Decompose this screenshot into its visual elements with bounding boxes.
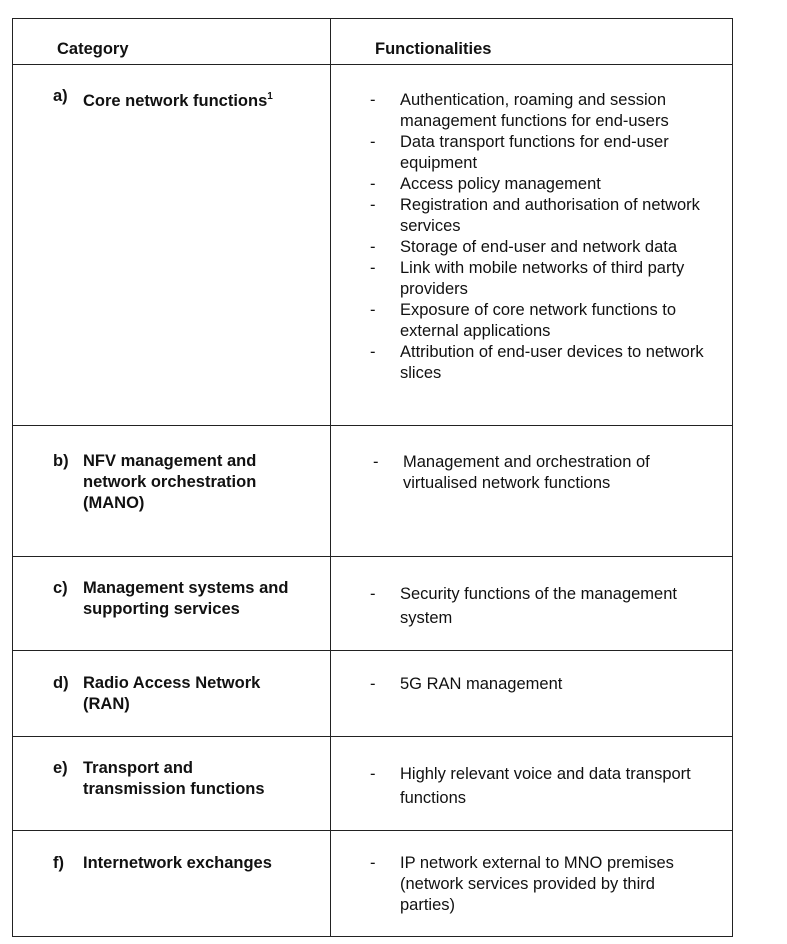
table-border-left bbox=[12, 18, 13, 937]
functionalities-list bbox=[370, 90, 710, 384]
category-name: Transport and transmission functions bbox=[83, 759, 265, 798]
row-divider bbox=[12, 650, 733, 651]
category-label: f) bbox=[53, 854, 64, 872]
list-item: - Link with mobile networks of third party providers bbox=[370, 259, 685, 298]
list-item: - Highly relevant voice and data transport functions bbox=[370, 765, 691, 807]
table-border-right bbox=[732, 18, 733, 937]
column-divider bbox=[330, 18, 331, 937]
list-item: - 5G RAN management bbox=[370, 675, 563, 693]
functionalities-list bbox=[370, 674, 710, 695]
category-name: Core network functions$^1$ bbox=[83, 91, 273, 110]
category-label: b) bbox=[53, 452, 69, 470]
category-label: c) bbox=[53, 579, 68, 597]
category-label: a) bbox=[53, 87, 68, 105]
functionalities-list bbox=[370, 853, 700, 916]
row-divider bbox=[12, 736, 733, 737]
header-functionalities: Functionalities bbox=[375, 40, 492, 58]
list-item: - IP network external to MNO premises (network services provided by third parties) bbox=[370, 854, 674, 914]
row-divider bbox=[12, 556, 733, 557]
functions-table bbox=[12, 18, 733, 937]
row-divider bbox=[12, 830, 733, 831]
list-item: - Storage of end-user and network data bbox=[370, 238, 678, 256]
footnote-marker: 1 bbox=[267, 91, 273, 102]
list-item: - Registration and authorisation of network services bbox=[370, 196, 700, 235]
list-item: - Data transport functions for end-user equipment bbox=[370, 133, 669, 172]
table-border-bottom bbox=[12, 936, 733, 937]
list-item: - Access policy management bbox=[370, 175, 601, 193]
row-divider bbox=[12, 425, 733, 426]
functionalities-list bbox=[370, 582, 710, 630]
header-divider bbox=[12, 64, 733, 65]
category-name: Internetwork exchanges bbox=[83, 854, 272, 872]
list-item: - Attribution of end-user devices to network slices bbox=[370, 343, 704, 382]
category-name: NFV management and network orchestration (MANO) bbox=[83, 452, 257, 512]
list-item: - Management and orchestration of virtualised network functions bbox=[373, 453, 650, 492]
category-name: Management systems and supporting services bbox=[83, 579, 289, 618]
list-item: - Exposure of core network functions to external applications bbox=[370, 301, 677, 340]
table-border-top bbox=[12, 18, 733, 19]
header-category: Category bbox=[57, 40, 129, 58]
list-item: - Security functions of the management system bbox=[370, 585, 677, 627]
list-item: - Authentication, roaming and session management functions for end-users bbox=[370, 91, 669, 130]
category-name: Radio Access Network (RAN) bbox=[83, 674, 261, 713]
functionalities-list bbox=[370, 762, 715, 810]
functionalities-list bbox=[373, 452, 693, 494]
category-label: e) bbox=[53, 759, 68, 777]
category-label: d) bbox=[53, 674, 69, 692]
